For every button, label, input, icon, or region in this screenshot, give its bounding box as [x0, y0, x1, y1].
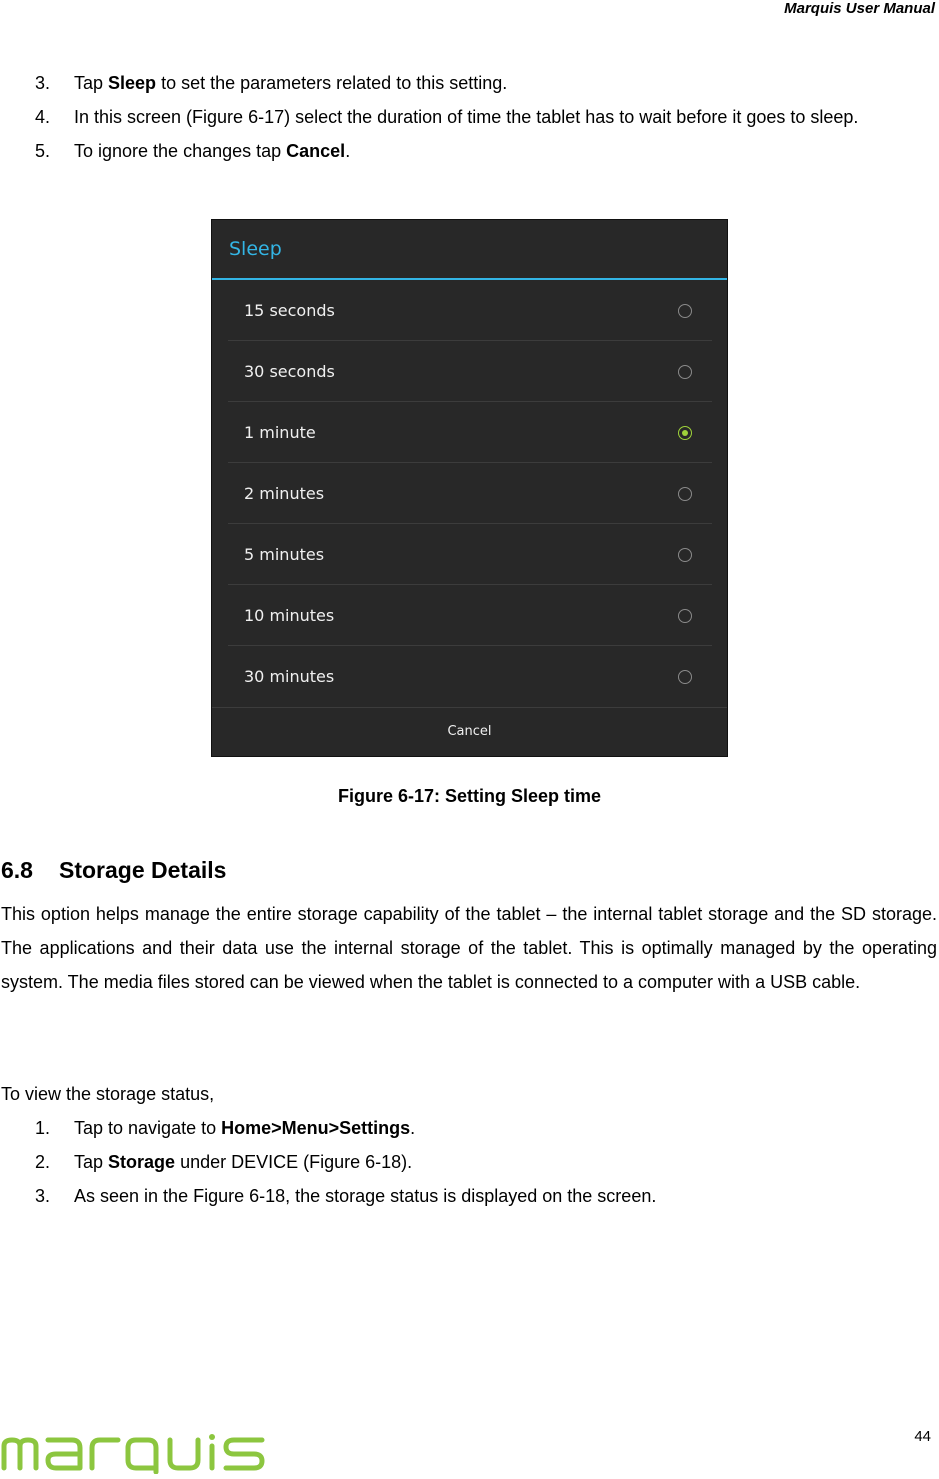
- sleep-option-2-minutes[interactable]: [228, 463, 712, 524]
- step-text: As seen in the Figure 6-18, the storage status is displayed on the screen.: [74, 1186, 657, 1206]
- radio-unselected-icon[interactable]: [678, 487, 692, 501]
- step-item: [35, 66, 930, 100]
- step-text: In this screen (Figure 6-17) select the duration of time the tablet has to wait before it goes to sleep.: [74, 107, 859, 127]
- page-number: 44: [914, 1428, 931, 1445]
- step-bold: Sleep: [108, 73, 157, 93]
- step-bold: Cancel: [286, 141, 346, 161]
- step-item: [35, 1145, 930, 1179]
- radio-selected-icon[interactable]: [678, 426, 692, 440]
- step-bold: Home>Menu>Settings: [221, 1118, 411, 1138]
- section-title: Storage Details: [59, 857, 227, 883]
- radio-unselected-icon[interactable]: [678, 304, 692, 318]
- section-paragraph: This option helps manage the entire storage capability of the tablet – the internal tablet storage and the SD storage. The applications and their data use the internal storage of the tablet. This is optimally managed by the operating system. The media files stored can be viewed when the tablet is connected to a computer with a USB cable.: [1, 904, 937, 992]
- step-number: 2.: [35, 1152, 51, 1172]
- option-label: 2 minutes: [244, 484, 325, 503]
- step-text: To ignore the changes tap: [74, 141, 287, 161]
- step-item: [35, 134, 930, 168]
- sleep-option-30-minutes[interactable]: [228, 646, 712, 707]
- dialog-title: Sleep: [212, 220, 727, 280]
- step-text: under DEVICE (Figure 6-18).: [175, 1152, 413, 1172]
- step-number: 4.: [35, 107, 51, 127]
- section-heading: [1, 857, 226, 884]
- step-text: Tap: [74, 1152, 109, 1172]
- step-text: Tap: [74, 73, 109, 93]
- sleep-option-15-seconds[interactable]: [228, 280, 712, 341]
- marquis-logo: [0, 1432, 270, 1479]
- step-number: 3.: [35, 73, 51, 93]
- step-text: .: [345, 141, 351, 161]
- step-item: [35, 100, 930, 134]
- option-label: 1 minute: [244, 423, 316, 442]
- radio-unselected-icon[interactable]: [678, 609, 692, 623]
- sleep-option-5-minutes[interactable]: [228, 524, 712, 585]
- marquis-logo-icon: [0, 1432, 270, 1474]
- option-label: 15 seconds: [244, 301, 335, 320]
- steps-list-top: [35, 66, 930, 168]
- sleep-option-10-minutes[interactable]: [228, 585, 712, 646]
- step-number: 5.: [35, 141, 51, 161]
- section-intro: To view the storage status,: [1, 1084, 215, 1104]
- step-item: [35, 1111, 930, 1145]
- sleep-dialog-screenshot: [211, 219, 728, 757]
- step-number: 1.: [35, 1118, 51, 1138]
- cancel-button[interactable]: Cancel: [212, 707, 727, 756]
- steps-list-bottom: [35, 1111, 930, 1213]
- option-label: 30 seconds: [244, 362, 335, 381]
- manual-header: Marquis User Manual: [784, 0, 935, 17]
- step-number: 3.: [35, 1186, 51, 1206]
- radio-unselected-icon[interactable]: [678, 670, 692, 684]
- radio-unselected-icon[interactable]: [678, 365, 692, 379]
- step-item: [35, 1179, 930, 1213]
- step-text: to set the parameters related to this setting.: [156, 73, 508, 93]
- sleep-option-1-minute[interactable]: [228, 402, 712, 463]
- radio-unselected-icon[interactable]: [678, 548, 692, 562]
- figure-caption: Figure 6-17: Setting Sleep time: [337, 786, 602, 806]
- option-label: 10 minutes: [244, 606, 335, 625]
- option-label: 30 minutes: [244, 667, 335, 686]
- step-bold: Storage: [108, 1152, 176, 1172]
- sleep-option-30-seconds[interactable]: [228, 341, 712, 402]
- section-number: 6.8: [1, 857, 33, 883]
- step-text: Tap to navigate to: [74, 1118, 222, 1138]
- step-text: .: [410, 1118, 416, 1138]
- option-label: 5 minutes: [244, 545, 325, 564]
